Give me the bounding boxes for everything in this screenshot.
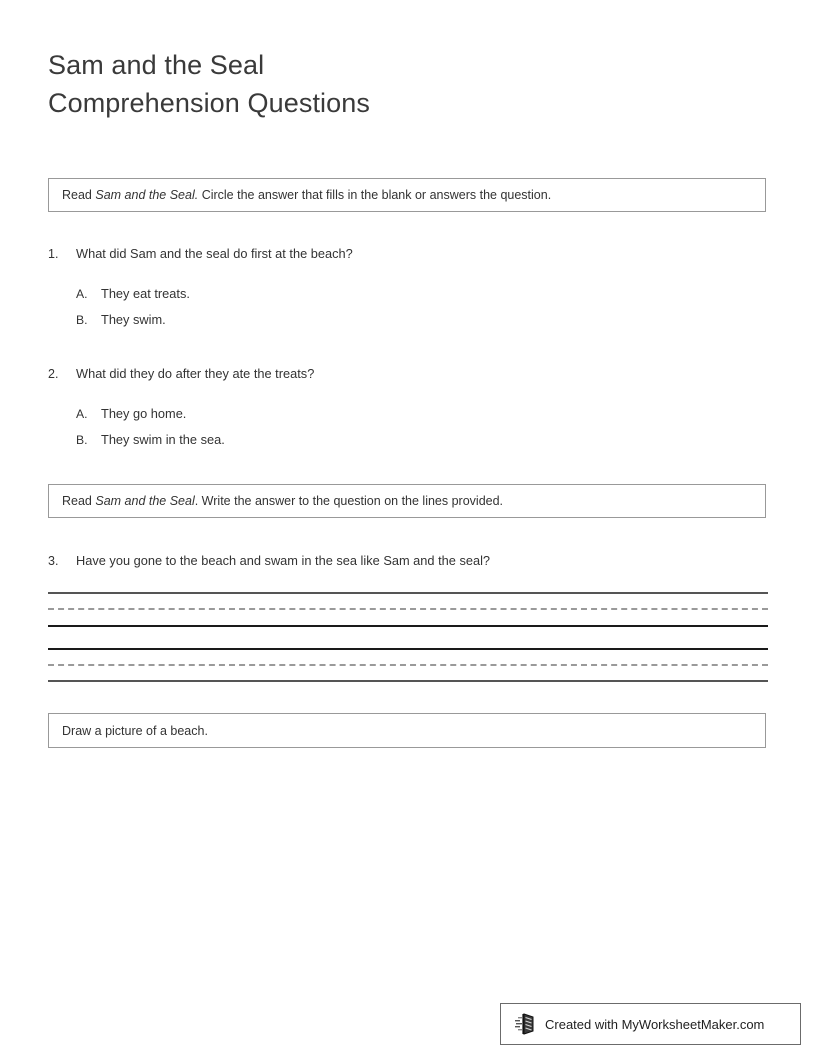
instruction-rest-write: . Write the answer to the question on the lines provided. — [194, 494, 504, 508]
instruction-box-write — [48, 484, 766, 518]
instruction-box-circle — [48, 178, 766, 212]
question-3-prompt: Have you gone to the beach and swam in the sea like Sam and the seal? — [76, 553, 491, 568]
created-with-badge[interactable] — [500, 1003, 801, 1045]
handwriting-line-1-baseline — [48, 625, 768, 627]
question-3 — [48, 552, 768, 570]
question-2-choice-b-text: They swim in the sea. — [101, 432, 225, 447]
title-line-secondary: Comprehension Questions — [48, 88, 370, 118]
handwriting-lines-area[interactable] — [48, 586, 768, 686]
question-2 — [48, 365, 768, 449]
question-3-number: 3. — [48, 554, 59, 568]
worksheet-maker-logo-icon — [515, 1012, 537, 1036]
question-1-choice-b-letter: B. — [76, 313, 88, 327]
question-2-prompt-row — [48, 365, 768, 383]
title-line-primary: Sam and the Seal — [48, 50, 265, 80]
question-1-number: 1. — [48, 247, 59, 261]
question-2-prompt: What did they do after they ate the treats? — [76, 366, 315, 381]
handwriting-line-1-top — [48, 592, 768, 594]
page-title — [48, 46, 768, 122]
drawing-area[interactable] — [48, 756, 766, 986]
question-1-prompt: What did Sam and the seal do first at the beach? — [76, 246, 353, 261]
instruction-text-draw: Draw a picture of a beach. — [62, 723, 208, 738]
instruction-text-circle — [49, 187, 551, 203]
handwriting-line-2-top — [48, 648, 768, 650]
question-1-choice-b-text: They swim. — [101, 312, 166, 327]
handwriting-line-1-middle-dashed — [48, 608, 768, 610]
question-2-number: 2. — [48, 367, 59, 381]
question-1-choice-a-letter: A. — [76, 287, 88, 301]
instruction-box-draw — [48, 713, 766, 748]
question-2-choice-a-text: They go home. — [101, 406, 187, 421]
question-2-choice-a-letter: A. — [76, 407, 88, 421]
handwriting-line-2-baseline — [48, 680, 768, 682]
question-1-prompt-row — [48, 245, 768, 263]
story-title-italic-circle: Sam and the Seal. — [95, 188, 199, 202]
question-1-choice-a-text: They eat treats. — [101, 286, 190, 301]
question-1-choice-b[interactable] — [76, 311, 768, 329]
instruction-lead-circle: Read — [62, 188, 96, 202]
instruction-lead-write: Read — [62, 494, 96, 508]
question-2-choice-a[interactable] — [76, 405, 768, 423]
question-2-choice-b-letter: B. — [76, 433, 88, 447]
handwriting-line-2-middle-dashed — [48, 664, 768, 666]
question-3-prompt-row — [48, 552, 768, 570]
instruction-text-write — [49, 493, 503, 509]
question-1 — [48, 245, 768, 329]
question-1-choice-a[interactable] — [76, 285, 768, 303]
created-with-badge-text: Created with MyWorksheetMaker.com — [545, 1016, 765, 1032]
question-2-choice-b[interactable] — [76, 431, 768, 449]
story-title-italic-write: Sam and the Seal — [95, 494, 195, 508]
instruction-rest-circle: Circle the answer that fills in the blank or answers the question. — [198, 188, 552, 202]
